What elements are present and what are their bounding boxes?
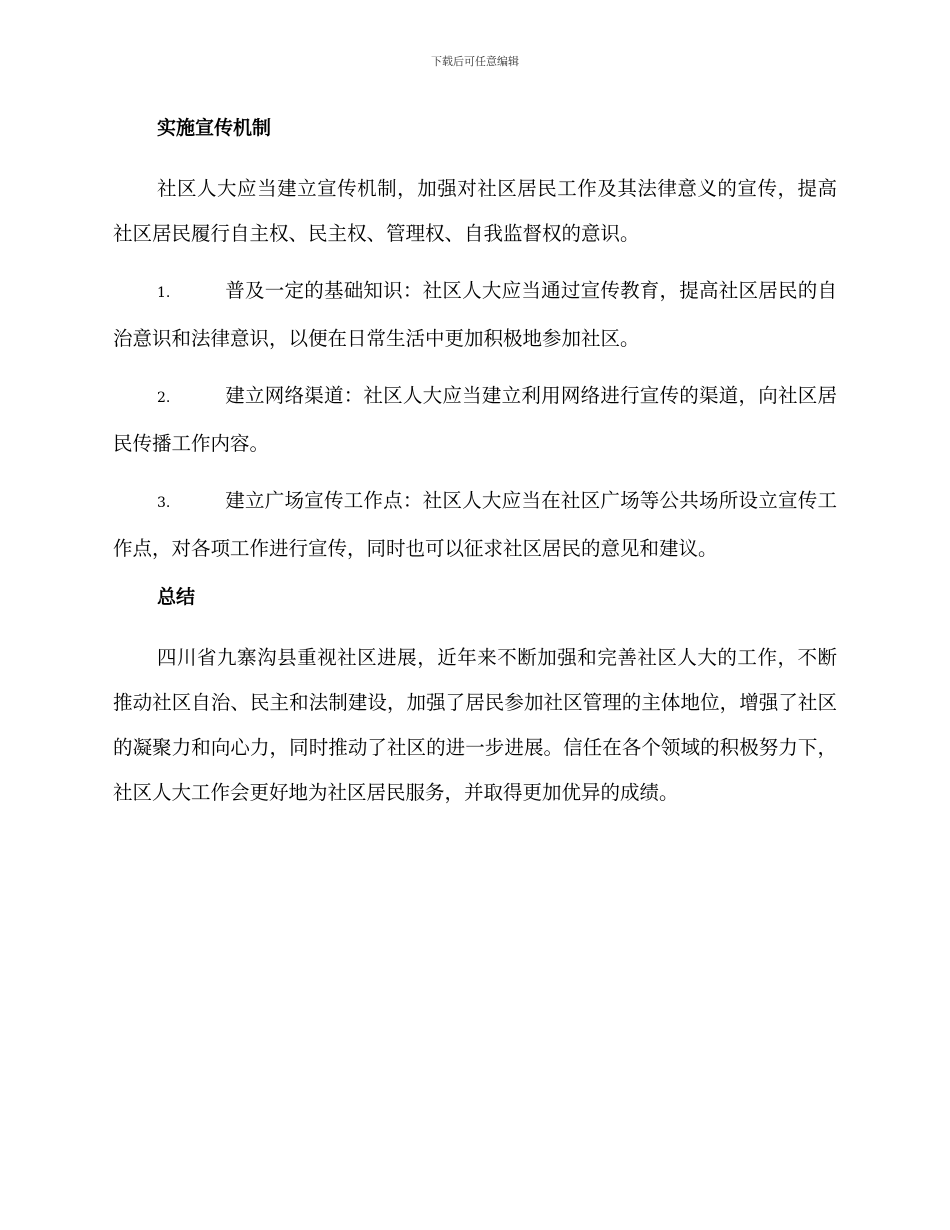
list-item (113, 373, 837, 466)
list-item-text: 普及一定的基础知识：社区人大应当通过宣传教育，提高社区居民的自治意识和法律意识，以便在日常生活中更加积极地参加社区。 (113, 279, 837, 350)
list-item-text: 建立广场宣传工作点：社区人大应当在社区广场等公共场所设立宣传工作点，对各项工作进行宣传，同时也可以征求社区居民的意见和建议。 (113, 489, 837, 560)
section-heading-summary: 总结 (157, 586, 196, 608)
list-item-number: 2. (157, 390, 171, 406)
list-item-number: 1. (157, 285, 171, 301)
document-body (113, 112, 837, 827)
header-note: 下载后可任意编辑 (431, 55, 519, 68)
section-heading-publicity: 实施宣传机制 (157, 117, 272, 139)
summary-paragraph: 四川省九寨沟县重视社区进展，近年来不断加强和完善社区人大的工作，不断推动社区自治、民主和法制建设，加强了居民参加社区管理的主体地位，增强了社区的凝聚力和向心力，同时推动了社区的进一步进展。信任在各个领域的积极努力下，社区人大工作会更好地为社区居民服务，并取得更加优异的成绩。 (113, 646, 837, 804)
list-item (113, 268, 837, 361)
section-intro-paragraph: 社区人大应当建立宣传机制，加强对社区居民工作及其法律意义的宣传，提高社区居民履行自主权、民主权、管理权、自我监督权的意识。 (113, 177, 837, 245)
list-item (113, 478, 837, 571)
list-item-number: 3. (157, 495, 171, 511)
list-item-text: 建立网络渠道：社区人大应当建立利用网络进行宣传的渠道，向社区居民传播工作内容。 (113, 384, 837, 455)
